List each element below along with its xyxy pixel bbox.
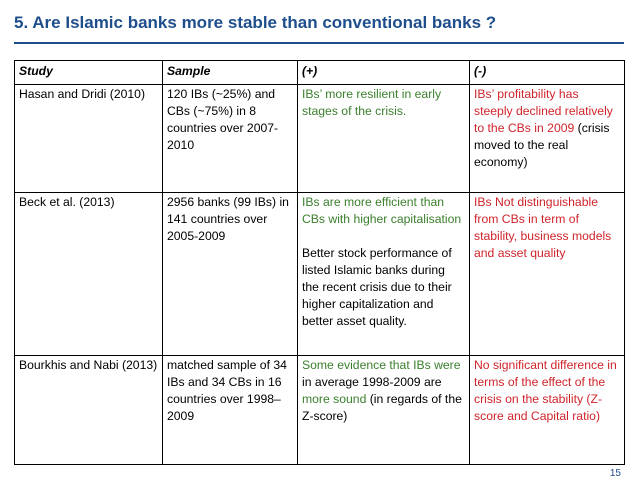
cell-positive (298, 356, 470, 465)
cell-study: Beck et al. (2013) (15, 193, 163, 356)
table-row (15, 85, 625, 193)
comparison-table (14, 60, 625, 465)
page-number: 15 (609, 468, 621, 479)
table-row (15, 193, 625, 356)
header-study: Study (15, 61, 163, 85)
cell-positive (298, 193, 470, 356)
header-negative: (-) (470, 61, 625, 85)
table-row (15, 356, 625, 465)
header-sample: Sample (163, 61, 298, 85)
cell-sample: matched sample of 34 IBs and 34 CBs in 16 countries over 1998–2009 (163, 356, 298, 465)
negative-finding: IBs’ profitability has steeply declined relatively to the CBs in 2009 (474, 87, 613, 135)
positive-note: Better stock performance of listed Islamic banks during the recent crisis due to their higher capitalization and better asset quality. (302, 246, 452, 328)
positive-text: in average 1998-2009 are (302, 375, 442, 389)
cell-sample: 2956 banks (99 IBs) in 141 countries over 2005-2009 (163, 193, 298, 356)
table-header-row (15, 61, 625, 85)
cell-negative: No significant difference in terms of the effect of the crisis on the stability (Z-score and Capital ratio) (470, 356, 625, 465)
positive-note: (in regards of the Z-score) (302, 392, 462, 423)
header-positive: (+) (298, 61, 470, 85)
positive-finding: Some evidence that IBs were (302, 358, 461, 372)
cell-negative (470, 85, 625, 193)
cell-positive: IBs’ more resilient in early stages of the crisis. (298, 85, 470, 193)
negative-note: (crisis moved to the real economy) (474, 121, 610, 169)
positive-finding: IBs are more efficient than CBs with higher capitalisation (302, 195, 462, 226)
cell-study: Hasan and Dridi (2010) (15, 85, 163, 193)
cell-study: Bourkhis and Nabi (2013) (15, 356, 163, 465)
cell-negative: IBs Not distinguishable from CBs in term of stability, business models and asset quality (470, 193, 625, 356)
cell-sample: 120 IBs (~25%) and CBs (~75%) in 8 countries over 2007-2010 (163, 85, 298, 193)
title-underline (14, 42, 624, 44)
positive-highlight: more sound (302, 392, 367, 406)
slide-title: 5. Are Islamic banks more stable than conventional banks ? (14, 13, 497, 32)
